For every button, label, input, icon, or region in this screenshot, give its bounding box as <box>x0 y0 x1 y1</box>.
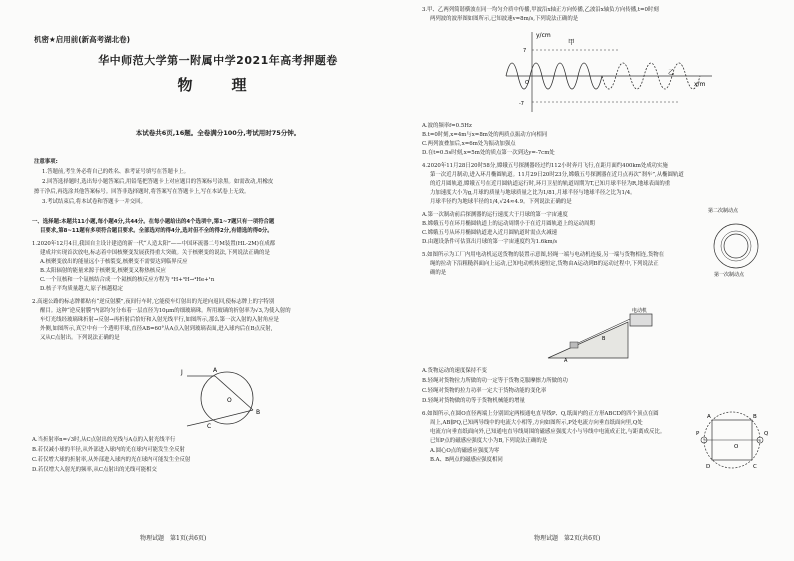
label-p: P <box>696 431 700 437</box>
near-orbit <box>721 231 751 261</box>
cargo <box>570 342 578 348</box>
q2-option: B.若仅减小球的半径,从外部进入球内的光在球内可能发生全反射 <box>32 447 185 453</box>
q3-option: D.在t=0.5s时刻,x=5m处的质点第一次到达y=-7cm处 <box>422 150 555 156</box>
second-braking-label: 第二次制动点 <box>708 208 739 214</box>
section-heading: 目要求,第8~11题有多项符合题目要求。全部选对的得4分,选对但不全的得2分,有错选的得0分。 <box>40 228 273 234</box>
q2-line: 车灯光线经玻璃珠折射→反射→再折射后恰好和入射光线平行,如图所示,那么第一次入射的入射角应是 <box>40 317 279 323</box>
motor-box <box>630 314 652 326</box>
label-a: A <box>707 414 711 420</box>
magnetic-diagram <box>694 404 772 476</box>
q5-line: 确的是 <box>430 270 447 276</box>
y-axis-label: y/cm <box>536 32 551 39</box>
school-title: 华中师范大学第一附属中学2021年高考押题卷 <box>98 54 338 67</box>
label-j: J <box>181 369 183 376</box>
refracted-ray <box>215 376 253 410</box>
q1-line: 建成并实现首次放电,标志着中国核聚变发展获得重大突破。关于核聚变的说法,下列说法正确的是 <box>40 250 270 256</box>
orbit-diagram <box>702 204 770 278</box>
y-tick-bottom: -7 <box>519 101 524 107</box>
exam-info: 本试卷共6页,16题。全卷满分100分,考试用时75分钟。 <box>135 129 301 137</box>
q6-line: 6.如图所示,在圆O直径两端上分别固定两根通电直导线P、Q,纸面内的正方形ABCD的四个顶点在圆 <box>422 411 659 417</box>
label-q: Q <box>764 431 769 437</box>
section-heading: 一、选择题:本题共11小题,每小题4分,共44分。在每小题给出的4个选项中,第1~7题只有一项符合题 <box>32 219 275 225</box>
label-o: O <box>227 397 232 404</box>
q2-line: 又从C点射出。下列说法正确的是 <box>40 335 120 341</box>
page-left <box>22 0 374 561</box>
q6-line: 电流方向垂直纸面向外,已知通电直导线周围的磁感应强度大小与导线中电流成正比,与距离成反比。 <box>430 429 666 435</box>
q2-line: 醒目。这种“逆反射膜”内部均匀分布着一层直径为10μm的细玻璃珠。所用玻璃的折射率为√3,为使入射的 <box>40 308 291 314</box>
footer-right: 物理试题 第2页(共6页) <box>534 534 601 542</box>
motor-label: 电动机 <box>632 308 648 314</box>
notes-title: 注意事项: <box>34 159 58 165</box>
page-right <box>412 0 774 561</box>
x-axis-label: x/m <box>694 81 706 88</box>
label-a: A <box>564 358 568 364</box>
q3-option: B.t=0时刻,x=4m与x=8m处的两质点振动方向相同 <box>422 132 548 138</box>
subject-title: 物 理 <box>177 76 259 94</box>
q4-line: 的近月圆轨道,嫦娥五号在近月圆轨道运行时,环月卫星的轨道周期为T,已知月球半径为R,地球表面的重 <box>430 181 671 187</box>
q1-option: A.核聚变放出的能量远小于核裂变,核聚变不需要达到临界反应 <box>40 259 188 265</box>
q2-option: C.若仅增大球的折射率,从外部进入球内的光在球内可能发生全反射 <box>32 457 191 463</box>
q5-option: C.轻绳对货物的拉力功率一定大于货物动能的变化率 <box>422 388 547 394</box>
q2-line: 2.高速公路的标志牌都贴有“逆反射膜”,夜间行车时,它能使车灯射出的光逆向返回,使标志牌上的字特别 <box>32 299 275 305</box>
orbit-ellipse <box>714 224 758 268</box>
note-line: 2.回答选择题时,选出每小题答案后,用铅笔把答题卡上对应题目的答案标号涂黑。如需改动,用橡皮 <box>42 179 274 185</box>
q4-option: D.由题设条件可估算出月球的第一宇宙速度约为1.6km/s <box>422 239 558 245</box>
q3-line: 3.甲、乙两列简谐横波在同一均匀介质中传播,甲波沿x轴正方向传播,乙波沿x轴负方向传播,t=0时刻 <box>422 7 659 13</box>
q4-line: 第一次近月制动,进入环月椭圆轨道。11月29日20时23分,嫦娥五号探测器在近月点再次“刹车”,从椭圆轨道 <box>430 172 684 178</box>
moon-circle <box>724 234 748 258</box>
q6-line: 已知P点的磁感应强度大小为B,下列说法正确的是 <box>430 438 548 444</box>
q4-line: 4.2020年11月28日20时58分,嫦娥五号探测器经过约112小时奔月飞行,在距月面约400km处成功实施 <box>422 163 668 169</box>
label-b: B <box>602 336 606 342</box>
q5-option: A.货物运动的速度保持不变 <box>422 368 487 374</box>
label-o: O <box>734 444 739 450</box>
q5-line: 5.如图所示为工厂内用电动机运送货物的装置示意图,轻绳一端与电动机连接,另一端与货物相连,货物在 <box>422 252 665 258</box>
q3-option: C.两列波叠加后,x=6m处为振动加强点 <box>422 141 516 147</box>
q1-option: D.核子平均质量越大,原子核越稳定 <box>40 286 124 292</box>
q5-option: B.轻绳对货物拉力所做的功一定等于货物克服摩擦力所做的功 <box>422 378 568 384</box>
q5-line: 绳的拉动下沿粗糙斜面向上运动,已知电动机转速恒定,货物由A运动到B的运动过程中,下列说法正 <box>430 261 659 267</box>
footer-left: 物理试题 第1页(共6页) <box>140 534 207 542</box>
y-tick-top: 7 <box>523 48 527 54</box>
label-b: B <box>256 409 261 416</box>
q2-line: 外侧,如图所示,真空中有一个透明半球,直径AB=60°从A点入射到玻璃表面,进入球内后在B点反射, <box>40 326 273 332</box>
label-c: C <box>207 423 212 430</box>
q4-line: 力加速度大小为g,月球的质量与地球质量之比为1/81,月球半径与地球半径之比为1/4。 <box>430 190 636 196</box>
incline <box>548 322 628 358</box>
incline-diagram <box>542 304 662 364</box>
label-b: B <box>753 414 757 420</box>
origin-label: O <box>525 80 529 86</box>
confidential-tag: 机密★启用前(新高考湖北卷) <box>34 35 131 44</box>
q3-option: A.波的频率f=0.5Hz <box>422 123 472 129</box>
label-d: D <box>706 464 711 470</box>
q6-option: B.A、B两点的磁感应强度相同 <box>430 457 503 463</box>
q4-option: A.第一次制动前后探测器的运行速度大于月球的第一宇宙速度 <box>422 212 568 218</box>
note-line: 擦干净后,再选涂其他答案标号。回答非选择题时,将答案写在答题卡上,写在本试卷上无效。 <box>34 189 250 195</box>
q6-option: A.圆心O点的磁感应强度为零 <box>430 448 500 454</box>
q6-line: 周上,AB∥PQ,已知两导线中的电流大小相等,方向如图所示,P处电流方向垂直纸面向里,Q处 <box>430 420 643 426</box>
q1-line: 1.2020年12月4日,我国自主设计建造的新一代“人造太阳”——中国环流器二号M装置(HL-2M)在成都 <box>32 241 276 247</box>
note-line: 3.考试结束后,将本试卷和答题卡一并交回。 <box>42 199 146 205</box>
label-yi: 乙 <box>668 68 675 76</box>
q4-option: C.嫦娥五号从环月椭圆轨道进入近月圆轨道时需点火减速 <box>422 230 558 236</box>
q1-option: B.太阳辐射的能量来源于核聚变,核聚变又称热核反应 <box>40 268 166 274</box>
first-braking-label: 第一次制动点 <box>714 272 745 278</box>
q4-option: B.嫦娥五号在环月椭圆轨道上的运动周期小于在近月圆轨道上的运动周期 <box>422 221 595 227</box>
note-line: 1.答题前,考生务必将自己的姓名、准考证号填写在答题卡上。 <box>42 169 190 175</box>
q2-option: A.当折射率n=√3时,从C点射出的光线与A点的入射光线平行 <box>32 437 176 443</box>
q5-option: D.轻绳对货物做的功等于货物机械能的增量 <box>422 398 525 404</box>
q3-line: 两列波的波形图如图所示,已知波速v=8m/s,下列说法正确的是 <box>430 16 579 22</box>
q2-option: D.若仅增大入射光的频率,从C点射出的光线可能相交 <box>32 467 157 473</box>
label-jia: 甲 <box>568 38 575 46</box>
q1-option: C.一个氘核和一个氚核结合成一个氦核的核反应方程为 ²H+³H→⁴He+¹n <box>40 277 215 283</box>
q4-line: 月球半径约为地球半径的1/4,√24≈4.9。下列说法正确的是 <box>430 199 572 205</box>
label-c: C <box>753 464 757 470</box>
sphere-diagram <box>177 362 277 432</box>
wave-diagram <box>498 28 718 116</box>
label-a: A <box>213 367 218 374</box>
